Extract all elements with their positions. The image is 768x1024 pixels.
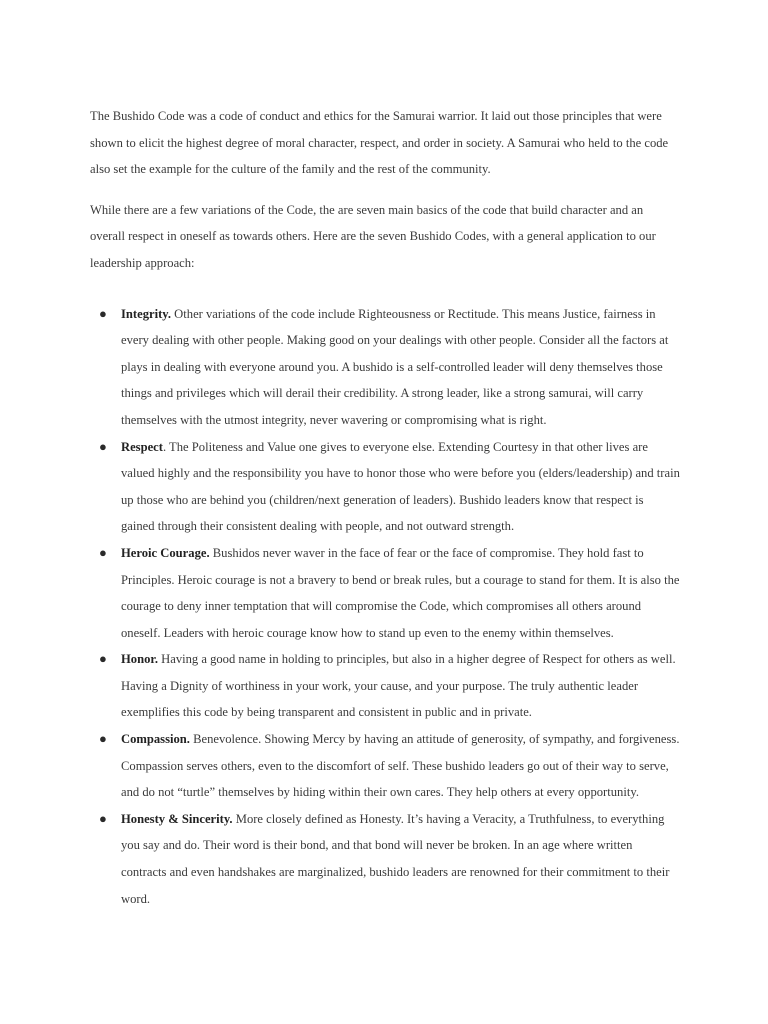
list-item-text: Bushidos never waver in the face of fear or the face of compromise. They hold fast to Principles. Heroic courage is not a bravery to bend or break rules, but a courage to stand for them. It is also the courage to deny inner temptation that will compromise the Code, which compromises all others around oneself. Leaders with heroic courage know how to stand up even to the enemy within themselves. [121,545,680,640]
list-item-text: Having a good name in holding to principles, but also in a higher degree of Respect for others as well. Having a Dignity of worthiness in your work, your cause, and your purpose. The truly authentic leader exemplifies this code by being transparent and consistent in public and in private. [121,652,676,720]
list-item-term: Compassion. [121,732,190,747]
list-item [90,806,680,912]
bullet-icon: ● [99,731,107,747]
list-item-term: Integrity. [121,306,172,321]
overview-paragraph: While there are a few variations of the Code, the are seven main basics of the code that build character and an overall respect in oneself as towards others. Here are the seven Bushido Codes, with a general application to our leadership approach: [90,202,656,270]
list-item [90,540,680,646]
list-item-term: Heroic Courage. [121,545,210,560]
bullet-icon: ● [99,544,107,560]
list-item [90,646,680,726]
list-item-term: Honesty & Sincerity. [121,811,233,826]
bullet-icon: ● [99,438,107,454]
list-item-text: More closely defined as Honesty. It’s having a Veracity, a Truthfulness, to everything you say and do. Their word is their bond, and that bond will never be broken. In an age where written contracts and even handshakes are marginalized, bushido leaders are renowned for their commitment to their word. [121,811,670,906]
list-item [90,434,680,540]
list-item [90,301,680,434]
bullet-icon: ● [99,651,107,667]
intro-paragraph: The Bushido Code was a code of conduct and ethics for the Samurai warrior. It laid out those principles that were shown to elicit the highest degree of moral character, respect, and order in society. A Samurai who held to the code also set the example for the culture of the family and the rest of the community. [90,109,669,177]
list-item-text: . The Politeness and Value one gives to everyone else. Extending Courtesy in that other lives are valued highly and the responsibility you have to honor those who were before you (elders/leadership) and train up those who are behind you (children/next generation of leaders). Bushido leaders know that respect is gained through their consistent dealing with people, and not outward strength. [121,439,680,534]
bushido-code-list [90,301,680,913]
list-item-text: Other variations of the code include Righteousness or Rectitude. This means Justice, fairness in every dealing with other people. Making good on your dealings with other people. Consider all the factors at plays in dealing with everyone around you. A bushido is a self-controlled leader will deny themselves those things and privileges which will derail their credibility. A strong leader, like a strong samurai, will carry themselves with the utmost integrity, never wavering or compromising what is right. [121,306,669,427]
list-item-text: Benevolence. Showing Mercy by having an attitude of generosity, of sympathy, and forgiveness. Compassion serves others, even to the discomfort of self. These bushido leaders go out of their way to serve, and do not “turtle” themselves by hiding within their own cares. They help others at every opportunity. [121,732,680,800]
document-body [90,103,680,912]
list-item-term: Honor. [121,652,158,667]
bullet-icon: ● [99,305,107,321]
list-item [90,726,680,806]
list-item-term: Respect [121,439,163,454]
bullet-icon: ● [99,810,107,826]
